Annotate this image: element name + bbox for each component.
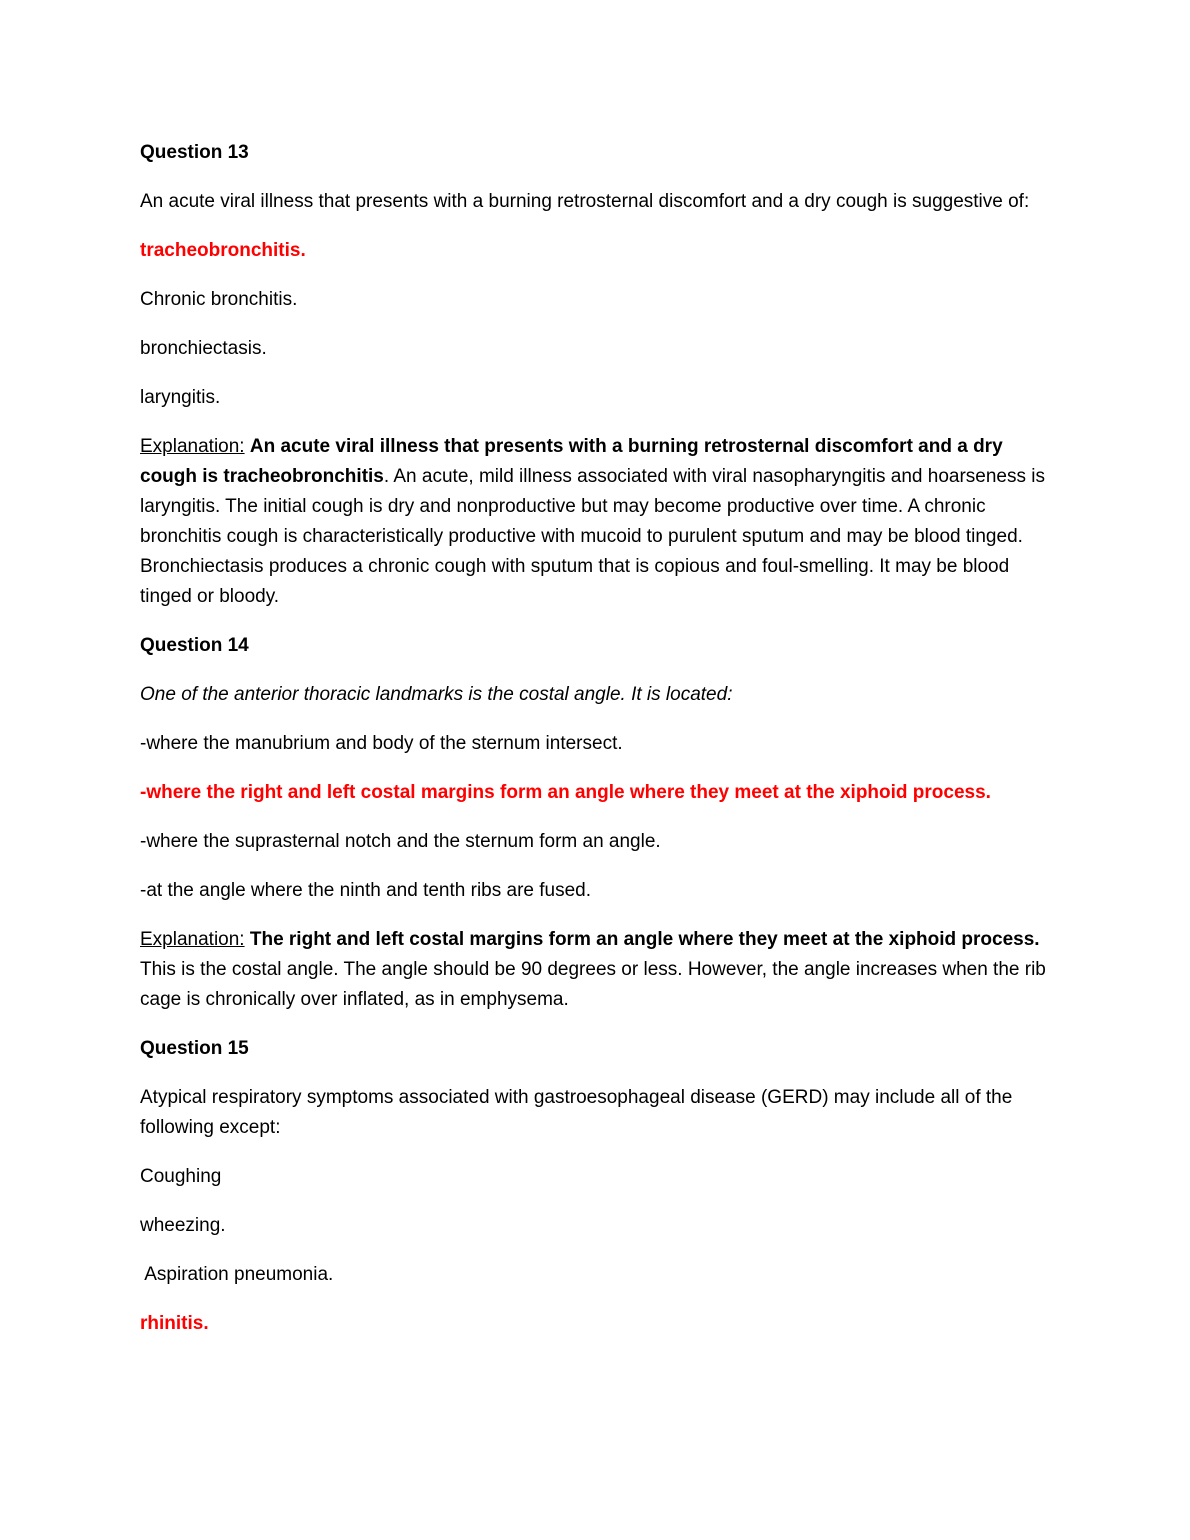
question-15-option-correct: rhinitis.: [140, 1313, 209, 1334]
question-13-stem: An acute viral illness that presents with a burning retrosternal discomfort and a dry cough is suggestive of:: [140, 191, 1030, 212]
question-13-explanation: [140, 432, 1050, 612]
explanation-text: . An acute, mild illness associated with viral nasopharyngitis and hoarseness is laryngitis. The initial cough is dry and nonproductive but may become productive over time. A chronic bronchitis cough is characteristically productive with mucoid to purulent sputum and may be blood tinged. Bronchiectasis produces a chronic cough with sputum that is copious and foul-smelling. It may be blood tinged or bloody.: [140, 466, 1045, 607]
explanation-label: Explanation:: [140, 929, 245, 950]
explanation-bold: The right and left costal margins form an angle where they meet at the xiphoid process.: [249, 929, 1040, 950]
question-15-option: Coughing: [140, 1166, 222, 1187]
explanation-label: Explanation:: [140, 436, 245, 457]
explanation-bold: An acute viral illness that presents with a burning retrosternal discomfort and a dry cough is tracheobronchitis: [140, 436, 1003, 487]
question-13-option: bronchiectasis.: [140, 338, 267, 359]
question-14-option: -at the angle where the ninth and tenth ribs are fused.: [140, 880, 592, 901]
question-13-title: Question 13: [140, 142, 249, 163]
question-14-title: Question 14: [140, 635, 249, 656]
question-15-stem: Atypical respiratory symptoms associated with gastroesophageal disease (GERD) may include all of the following except:: [140, 1087, 1013, 1138]
explanation-text: This is the costal angle. The angle should be 90 degrees or less. However, the angle increases when the rib cage is chronically over inflated, as in emphysema.: [140, 959, 1046, 1010]
question-14-option: -where the manubrium and body of the sternum intersect.: [140, 733, 623, 754]
document-page: [140, 138, 1050, 1358]
question-15-option: wheezing.: [140, 1215, 226, 1236]
question-15-title: Question 15: [140, 1038, 249, 1059]
question-14-option: -where the suprasternal notch and the sternum form an angle.: [140, 831, 661, 852]
question-13-option: laryngitis.: [140, 387, 221, 408]
question-15-option: Aspiration pneumonia.: [140, 1264, 334, 1285]
question-14-explanation: [140, 925, 1050, 1015]
question-14-option-correct: -where the right and left costal margins form an angle where they meet at the xiphoid process.: [140, 782, 991, 803]
question-13-option-correct: tracheobronchitis.: [140, 240, 306, 261]
question-13-option: Chronic bronchitis.: [140, 289, 298, 310]
question-14-stem: One of the anterior thoracic landmarks is the costal angle. It is located:: [140, 684, 733, 705]
